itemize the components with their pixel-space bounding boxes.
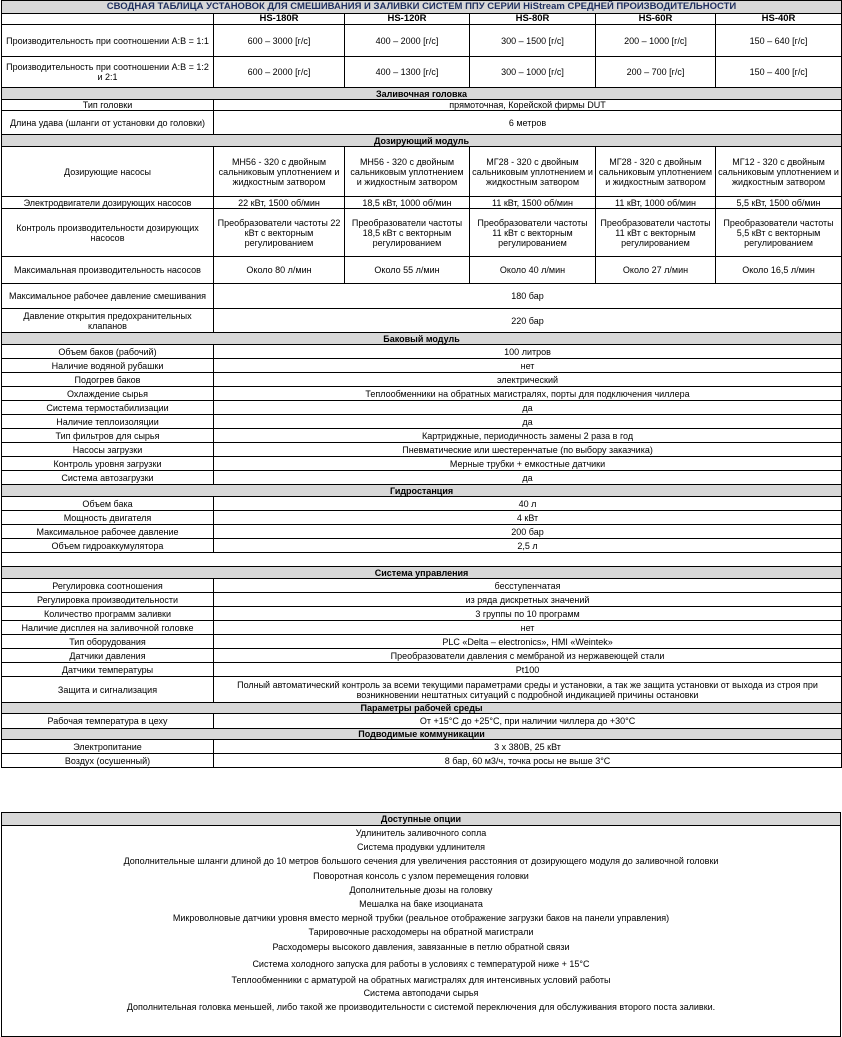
row-label: Максимальная производительность насосов (2, 257, 214, 284)
cell-value: 100 литров (214, 345, 842, 359)
option-item: Микроволновые датчики уровня вместо мерной трубки (реальное отображение загрузки баков на панели управления) (172, 913, 670, 924)
row-label: Наличие водяной рубашки (2, 359, 214, 373)
cell-value: Преобразователи давления с мембраной из нержавеющей стали (214, 649, 842, 663)
option-item: Мешалка на баке изоцианата (359, 898, 483, 909)
row-label: Датчики температуры (2, 663, 214, 677)
row-label: Наличие дисплея на заливочной головке (2, 621, 214, 635)
table-row (2, 593, 842, 607)
option-item: Система холодного запуска для работы в условиях с температурой ниже + 15°С (252, 958, 590, 969)
option-item: Удлинитель заливочного сопла (355, 828, 487, 838)
table-row (2, 649, 842, 663)
cell-value: да (214, 401, 842, 415)
options-table (1, 812, 841, 826)
model-header: HS-80R (470, 14, 596, 25)
option-item: Расходомеры высокого давления, завязанные в петлю обратной связи (272, 941, 570, 952)
cell-value: нет (214, 359, 842, 373)
table-row (2, 401, 842, 415)
table-row (2, 443, 842, 457)
model-header: HS-40R (716, 14, 842, 25)
model-header: HS-120R (345, 14, 470, 25)
option-item: Система автоподачи сырья (363, 987, 479, 998)
header-blank (2, 14, 214, 25)
row-label: Контроль уровня загрузки (2, 457, 214, 471)
row-label: Давление открытия предохранительных клапанов (2, 309, 214, 333)
table-row (2, 579, 842, 593)
section-header: Доступные опции (2, 813, 841, 826)
cell-value: 400 – 1300 [г/с] (345, 57, 470, 88)
cell-value: электрический (214, 373, 842, 387)
cell-value: да (214, 471, 842, 485)
options-list (1, 826, 841, 1037)
table-row (2, 429, 842, 443)
section-header: Подводимые коммуникации (2, 729, 842, 740)
row-label: Объем гидроаккумулятора (2, 539, 214, 553)
table-title: СВОДНАЯ ТАБЛИЦА УСТАНОВОК ДЛЯ СМЕШИВАНИЯ И ЗАЛИВКИ СИСТЕМ ППУ СЕРИИ HiStream СРЕДНЕЙ ПРОИЗВОДИТЕЛЬНОСТИ (2, 1, 842, 14)
cell-value: Около 27 л/мин (596, 257, 716, 284)
row-label: Подогрев баков (2, 373, 214, 387)
cell-value: 40 л (214, 497, 842, 511)
row-label: Производительность при соотношении A:B = 1:1 (2, 25, 214, 57)
section-header: Система управления (2, 567, 842, 579)
row-label: Дозирующие насосы (2, 147, 214, 197)
row-label: Мощность двигателя (2, 511, 214, 525)
option-item: Теплообменники с арматурой на обратных магистралях для интенсивных условий работы (231, 974, 611, 985)
model-header: HS-60R (596, 14, 716, 25)
row-label: Датчики давления (2, 649, 214, 663)
cell-value: 150 – 640 [г/с] (716, 25, 842, 57)
cell-value: 8 бар, 60 м3/ч, точка росы не выше 3°С (214, 754, 842, 768)
row-label: Контроль производительности дозирующих насосов (2, 209, 214, 257)
cell-value: 300 – 1500 [г/с] (470, 25, 596, 57)
cell-value: Преобразователи частоты 22 кВт с векторным регулированием (214, 209, 345, 257)
cell-value: Картриджные, периодичность замены 2 раза в год (214, 429, 842, 443)
cell-value: 2,5 л (214, 539, 842, 553)
spacer (2, 553, 842, 567)
cell-value: из ряда дискретных значений (214, 593, 842, 607)
cell-value: Около 16,5 л/мин (716, 257, 842, 284)
table-row (2, 621, 842, 635)
cell-value: 4 кВт (214, 511, 842, 525)
row-label: Насосы загрузки (2, 443, 214, 457)
cell-value: Около 55 л/мин (345, 257, 470, 284)
row-label: Тип головки (2, 100, 214, 111)
section-header: Заливочная головка (2, 88, 842, 100)
cell-value: 300 – 1000 [г/с] (470, 57, 596, 88)
cell-value: МГ28 - 320 с двойным сальниковым уплотнением и жидкостным затвором (470, 147, 596, 197)
cell-value: PLC «Delta – electronics», HMI «Weintek» (214, 635, 842, 649)
row-label: Максимальное рабочее давление (2, 525, 214, 539)
table-row (2, 387, 842, 401)
cell-value: 200 – 700 [г/с] (596, 57, 716, 88)
cell-value: Преобразователи частоты 5,5 кВт с векторным регулированием (716, 209, 842, 257)
cell-value: 400 – 2000 [г/с] (345, 25, 470, 57)
row-label: Количество программ заливки (2, 607, 214, 621)
table-row (2, 740, 842, 754)
cell-value: МГ28 - 320 с двойным сальниковым уплотнением и жидкостным затвором (596, 147, 716, 197)
option-item: Поворотная консоль с узлом перемещения головки (313, 870, 529, 881)
cell-value: 11 кВт, 1000 об/мин (596, 197, 716, 209)
table-row (2, 497, 842, 511)
table-row (2, 754, 842, 768)
row-label: Система автозагрузки (2, 471, 214, 485)
cell-value: 220 бар (214, 309, 842, 333)
table-row (2, 373, 842, 387)
option-item: Дополнительные шланги длиной до 10 метров большого сечения для увеличения расстояния от дозирующего модуля до заливочной головки (123, 856, 719, 867)
table-row (2, 415, 842, 429)
row-label: Регулировка производительности (2, 593, 214, 607)
cell-value: 5,5 кВт, 1500 об/мин (716, 197, 842, 209)
row-label: Тип оборудования (2, 635, 214, 649)
cell-value: От +15°С до +25°С, при наличии чиллера до +30°С (214, 714, 842, 729)
section-header: Дозирующий модуль (2, 135, 842, 147)
cell-value: Pt100 (214, 663, 842, 677)
section-header: Параметры рабочей среды (2, 703, 842, 714)
table-row (2, 663, 842, 677)
row-label: Система термостабилизации (2, 401, 214, 415)
cell-value: Около 80 л/мин (214, 257, 345, 284)
cell-value: Преобразователи частоты 11 кВт с векторным регулированием (596, 209, 716, 257)
cell-value: 150 – 400 [г/с] (716, 57, 842, 88)
cell-value: Теплообменники на обратных магистралях, порты для подключения чиллера (214, 387, 842, 401)
cell-value: бесступенчатая (214, 579, 842, 593)
comm-rows (2, 740, 842, 768)
table-row (2, 635, 842, 649)
cell-value: Преобразователи частоты 11 кВт с векторным регулированием (470, 209, 596, 257)
option-item: Тарировочные расходомеры на обратной магистрали (308, 927, 534, 938)
tank-rows (2, 345, 842, 485)
table-row (2, 525, 842, 539)
spec-sheet (1, 0, 841, 768)
spec-table (1, 0, 842, 768)
cell-value: 22 кВт, 1500 об/мин (214, 197, 345, 209)
row-label: Объем бака (2, 497, 214, 511)
cell-value: 11 кВт, 1500 об/мин (470, 197, 596, 209)
cell-value: 3 группы по 10 программ (214, 607, 842, 621)
table-row (2, 539, 842, 553)
option-item: Дополнительная головка меньшей, либо такой же производительности с системой переключения для обслуживания второго поста заливки. (126, 1001, 716, 1012)
cell-value: нет (214, 621, 842, 635)
row-label: Защита и сигнализация (2, 677, 214, 703)
table-row (2, 345, 842, 359)
hydro-rows (2, 497, 842, 553)
table-row (2, 457, 842, 471)
cell-value: 3 x 380В, 25 кВт (214, 740, 842, 754)
row-label: Объем баков (рабочий) (2, 345, 214, 359)
control-rows (2, 579, 842, 677)
cell-value: 180 бар (214, 284, 842, 309)
cell-value: МН56 - 320 с двойным сальниковым уплотнением и жидкостным затвором (345, 147, 470, 197)
cell-value: Полный автоматический контроль за всеми текущими параметрами среды и установки, а так же защита установки от выхода из строя при возникновении нештатных ситуаций с подробной индикацией причины остановки (214, 677, 842, 703)
cell-value: 600 – 3000 [г/с] (214, 25, 345, 57)
section-header: Гидростанция (2, 485, 842, 497)
row-label: Электродвигатели дозирующих насосов (2, 197, 214, 209)
cell-value: Около 40 л/мин (470, 257, 596, 284)
row-label: Максимальное рабочее давление смешивания (2, 284, 214, 309)
row-label: Тип фильтров для сырья (2, 429, 214, 443)
cell-value: да (214, 415, 842, 429)
row-label: Длина удава (шланги от установки до головки) (2, 111, 214, 135)
row-label: Охлаждение сырья (2, 387, 214, 401)
cell-value: 6 метров (214, 111, 842, 135)
row-label: Производительность при соотношении A:B = 1:2 и 2:1 (2, 57, 214, 88)
cell-value: МГ12 - 320 с двойным сальниковым уплотнением и жидкостным затвором (716, 147, 842, 197)
row-label: Рабочая температура в цеху (2, 714, 214, 729)
options-block (1, 812, 841, 1037)
cell-value: прямоточная, Корейской фирмы DUT (214, 100, 842, 111)
table-row (2, 359, 842, 373)
row-label: Электропитание (2, 740, 214, 754)
cell-value: 200 – 1000 [г/с] (596, 25, 716, 57)
table-row (2, 607, 842, 621)
row-label: Воздух (осушенный) (2, 754, 214, 768)
cell-value: Преобразователи частоты 18,5 кВт с векторным регулированием (345, 209, 470, 257)
table-row (2, 471, 842, 485)
table-row (2, 511, 842, 525)
model-header: HS-180R (214, 14, 345, 25)
option-item: Система продувки удлинителя (356, 842, 485, 853)
row-label: Регулировка соотношения (2, 579, 214, 593)
cell-value: 200 бар (214, 525, 842, 539)
cell-value: МН56 - 320 с двойным сальниковым уплотнением и жидкостным затвором (214, 147, 345, 197)
cell-value: 18,5 кВт, 1000 об/мин (345, 197, 470, 209)
section-header: Баковый модуль (2, 333, 842, 345)
option-item: Дополнительные дюзы на головку (349, 884, 493, 895)
cell-value: Мерные трубки + емкостные датчики (214, 457, 842, 471)
cell-value: Пневматические или шестеренчатые (по выбору заказчика) (214, 443, 842, 457)
cell-value: 600 – 2000 [г/с] (214, 57, 345, 88)
row-label: Наличие теплоизоляции (2, 415, 214, 429)
